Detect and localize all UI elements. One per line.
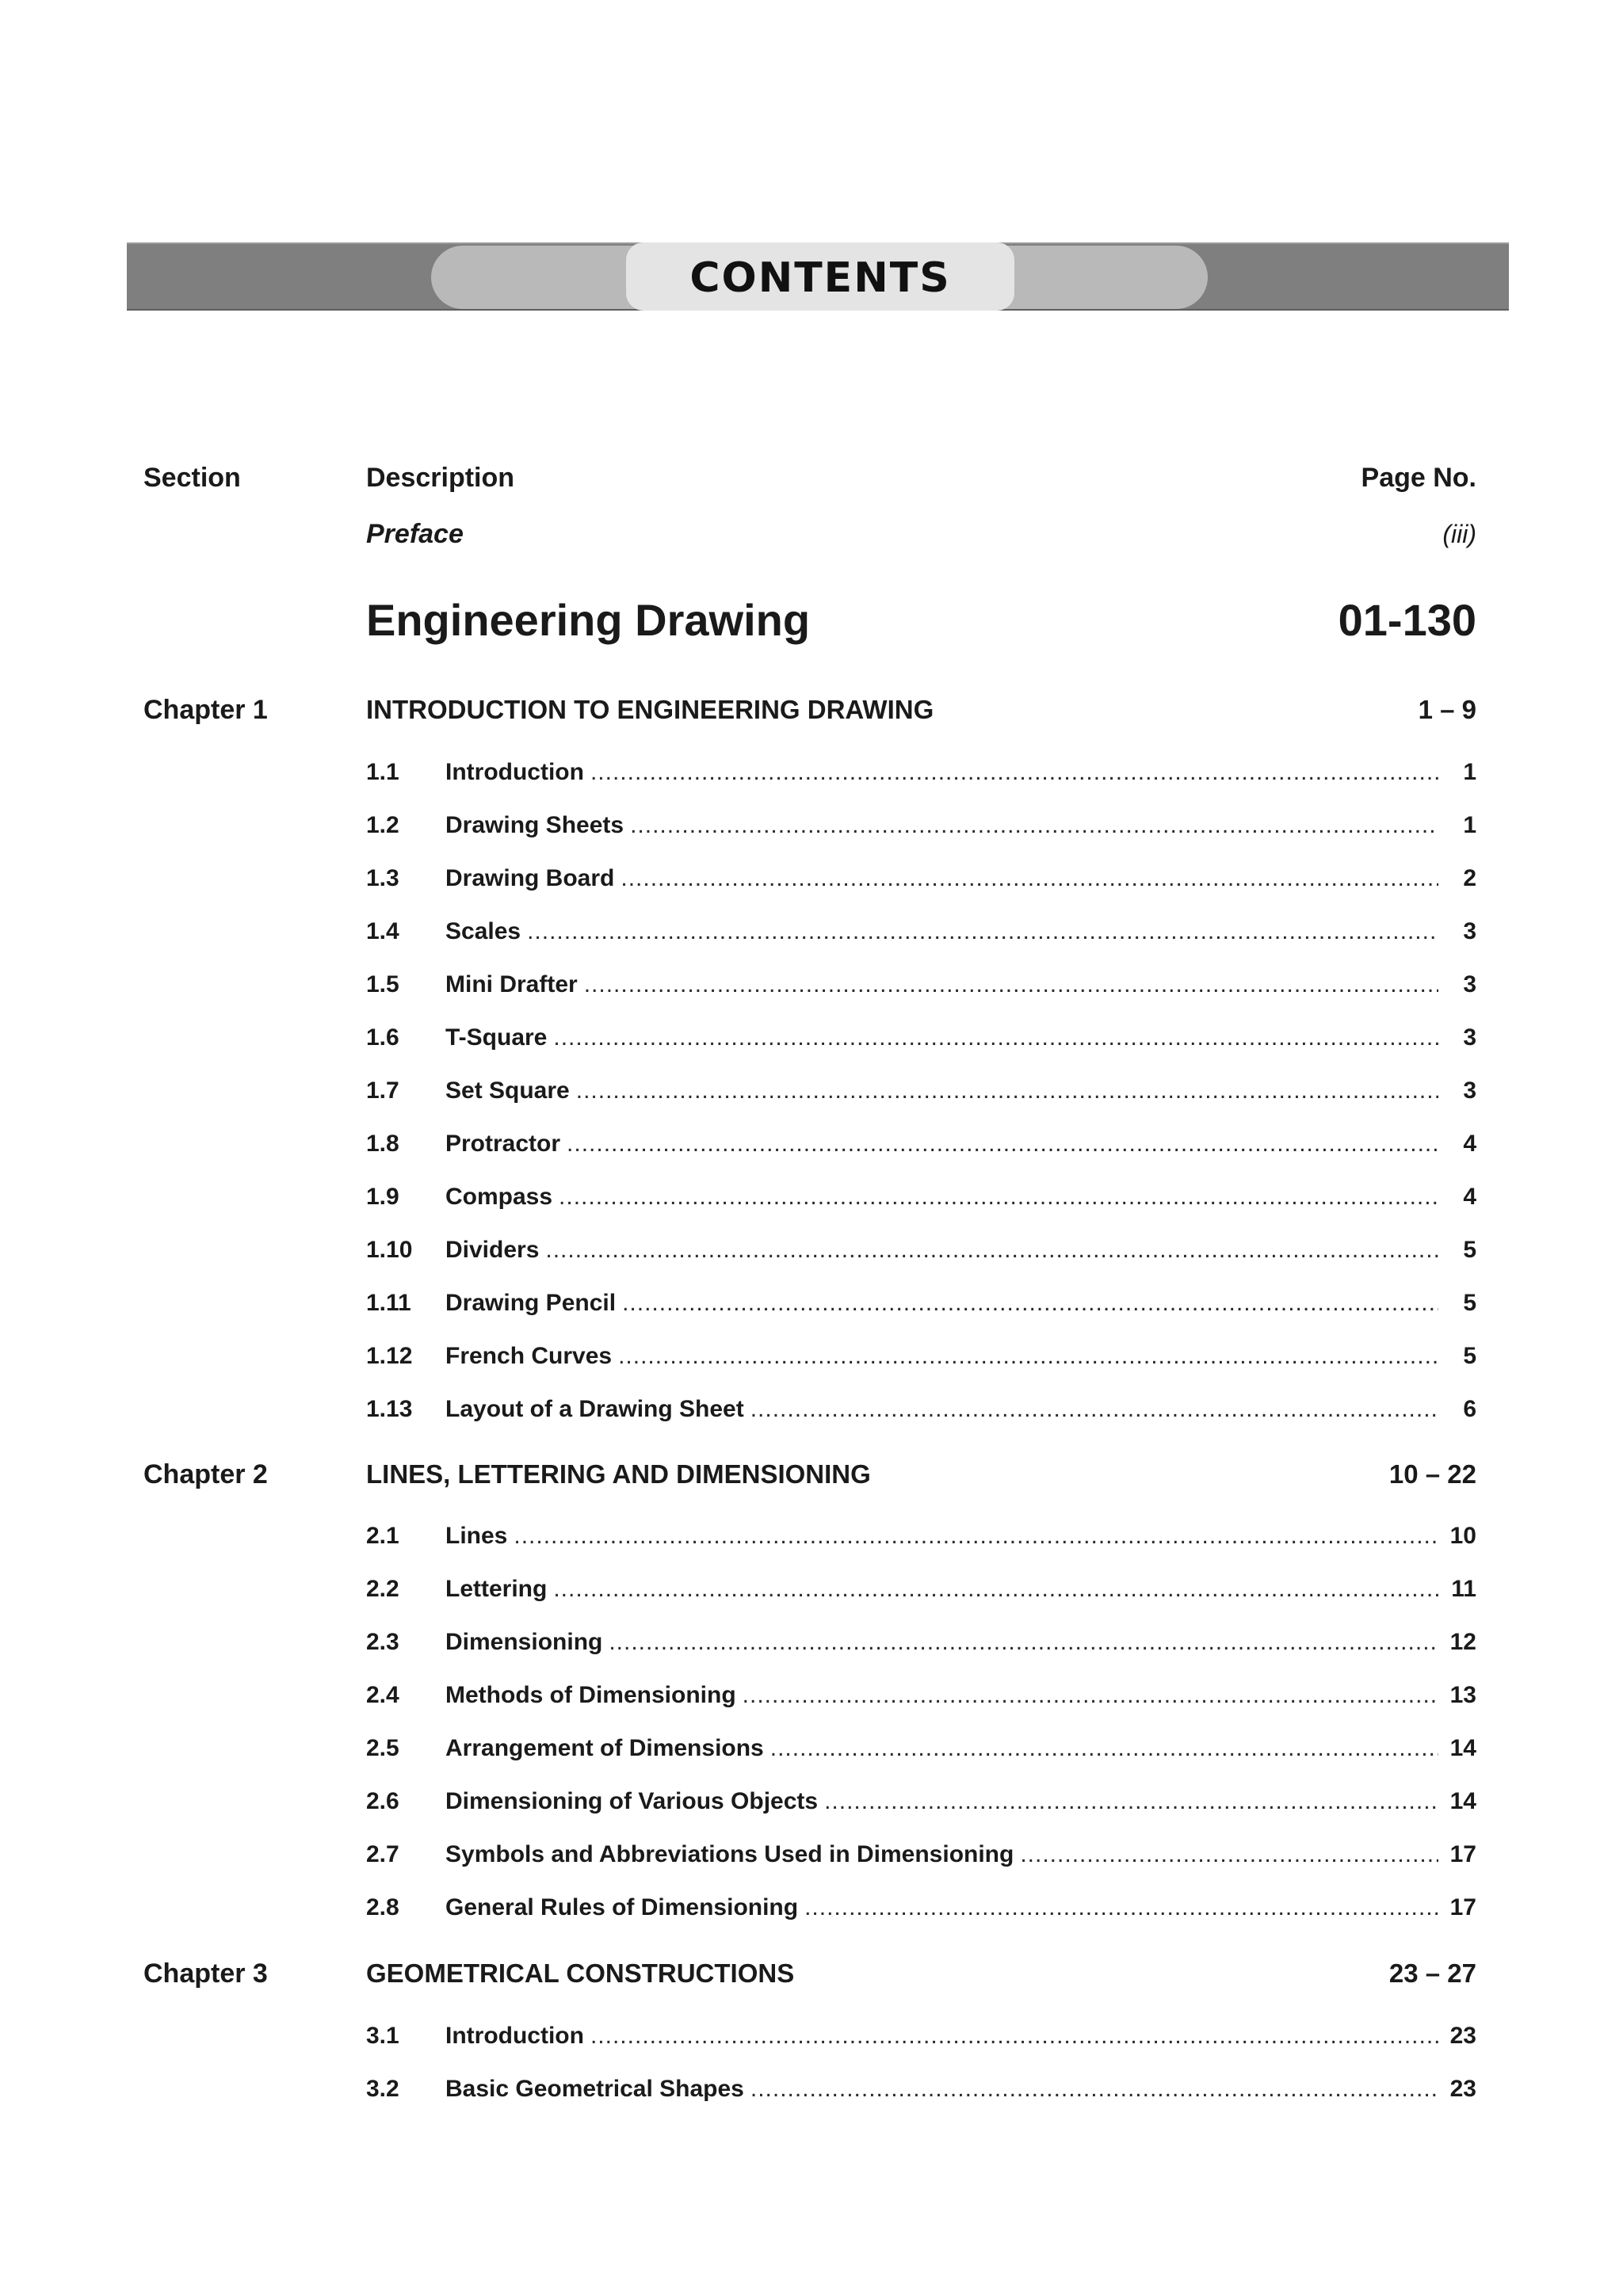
entry-number: 1.11 [366, 1290, 411, 1316]
dot-leader [567, 1131, 1438, 1158]
chapter-title: GEOMETRICAL CONSTRUCTIONS [366, 1958, 795, 1988]
toc-entry[interactable] [366, 2076, 1476, 2107]
entry-number: 1.13 [366, 1396, 413, 1422]
toc-entry[interactable] [366, 1343, 1476, 1375]
chapter-pages: 23 – 27 [1388, 1958, 1476, 1988]
part-title: Engineering Drawing [366, 595, 811, 645]
toc-entry[interactable] [366, 918, 1476, 950]
toc-entry[interactable] [366, 1077, 1476, 1109]
header-page-no: Page No. [1361, 463, 1476, 493]
entry-page: 4 [1463, 1184, 1476, 1210]
preface-title: Preface [366, 519, 464, 549]
entry-number: 1.7 [366, 1077, 399, 1104]
entry-page: 14 [1449, 1788, 1476, 1814]
entry-number: 1.6 [366, 1024, 399, 1051]
entry-title: Drawing Pencil [445, 1290, 617, 1316]
entry-number: 1.9 [366, 1184, 399, 1210]
toc-entry[interactable] [366, 812, 1476, 844]
entry-title: T-Square [445, 1024, 548, 1051]
entry-number: 2.7 [366, 1841, 399, 1867]
dot-leader [630, 812, 1438, 839]
entry-number: 2.5 [366, 1735, 399, 1761]
entry-number: 1.4 [366, 918, 399, 944]
dot-leader [750, 2076, 1438, 2103]
dot-leader [609, 1629, 1438, 1656]
entry-page: 13 [1449, 1682, 1476, 1708]
entry-number: 1.12 [366, 1343, 413, 1369]
toc-entry[interactable] [366, 1131, 1476, 1162]
entry-page: 10 [1449, 1523, 1476, 1549]
entry-title: French Curves [445, 1343, 613, 1369]
dot-leader [584, 971, 1438, 998]
entry-number: 2.6 [366, 1788, 399, 1814]
dot-leader [622, 1290, 1438, 1317]
entry-number: 2.3 [366, 1629, 399, 1655]
entry-page: 23 [1449, 2023, 1476, 2049]
entry-title: Mini Drafter [445, 971, 578, 997]
contents-title: CONTENTS [689, 254, 951, 302]
dot-leader [618, 1343, 1438, 1370]
entry-title: Drawing Board [445, 865, 615, 891]
toc-entry[interactable] [366, 1682, 1476, 1714]
entry-page: 6 [1463, 1396, 1476, 1422]
entry-page: 12 [1449, 1629, 1476, 1655]
toc-entry[interactable] [366, 1184, 1476, 1215]
dot-leader [576, 1077, 1438, 1104]
entry-page: 5 [1463, 1343, 1476, 1369]
dot-leader [590, 2023, 1438, 2050]
dot-leader [621, 865, 1438, 892]
chapter-pages: 10 – 22 [1388, 1459, 1476, 1489]
toc-entry[interactable] [366, 865, 1476, 897]
toc-entry[interactable] [366, 759, 1476, 791]
entry-number: 1.1 [366, 759, 399, 785]
toc-entry[interactable] [366, 1629, 1476, 1661]
chapter-label: Chapter 3 [143, 1958, 268, 1989]
dot-leader [553, 1024, 1438, 1051]
dot-leader [527, 918, 1438, 945]
toc-entry[interactable] [366, 2023, 1476, 2054]
entry-title: Protractor [445, 1131, 561, 1157]
part-pages: 01-130 [1338, 595, 1476, 645]
entry-page: 3 [1463, 918, 1476, 944]
entry-page: 1 [1463, 759, 1476, 785]
entry-title: Symbols and Abbreviations Used in Dimensioning [445, 1841, 1014, 1867]
entry-number: 1.2 [366, 812, 399, 838]
entry-page: 5 [1463, 1237, 1476, 1263]
toc-entry[interactable] [366, 1396, 1476, 1428]
dot-leader [514, 1523, 1438, 1550]
entry-title: Scales [445, 918, 521, 944]
entry-page: 11 [1451, 1576, 1476, 1602]
dot-leader [559, 1184, 1438, 1211]
toc-entry[interactable] [366, 971, 1476, 1003]
entry-page: 2 [1463, 865, 1476, 891]
dot-leader [804, 1894, 1438, 1921]
dot-leader [770, 1735, 1438, 1762]
entry-title: Lettering [445, 1576, 548, 1602]
dot-leader [1020, 1841, 1438, 1868]
entry-page: 3 [1463, 1077, 1476, 1104]
entry-number: 2.1 [366, 1523, 399, 1549]
toc-entry[interactable] [366, 1576, 1476, 1608]
entry-title: Methods of Dimensioning [445, 1682, 736, 1708]
chapter-title: LINES, LETTERING AND DIMENSIONING [366, 1459, 871, 1489]
dot-leader [590, 759, 1438, 786]
entry-title: Set Square [445, 1077, 570, 1104]
entry-title: Dimensioning [445, 1629, 603, 1655]
dot-leader [743, 1682, 1438, 1709]
toc-entry[interactable] [366, 1841, 1476, 1873]
entry-page: 3 [1463, 971, 1476, 997]
entry-title: Dimensioning of Various Objects [445, 1788, 819, 1814]
entry-page: 17 [1449, 1894, 1476, 1920]
dot-leader [824, 1788, 1438, 1815]
entry-number: 3.1 [366, 2023, 399, 2049]
entry-page: 3 [1463, 1024, 1476, 1051]
entry-number: 1.10 [366, 1237, 413, 1263]
entry-title: Dividers [445, 1237, 540, 1263]
entry-page: 4 [1463, 1131, 1476, 1157]
entry-number: 2.4 [366, 1682, 399, 1708]
entry-number: 2.8 [366, 1894, 399, 1920]
header-section: Section [143, 463, 241, 493]
entry-title: Drawing Sheets [445, 812, 624, 838]
entry-page: 5 [1463, 1290, 1476, 1316]
entry-title: Basic Geometrical Shapes [445, 2076, 744, 2102]
entry-number: 1.3 [366, 865, 399, 891]
header-description: Description [366, 463, 515, 493]
chapter-label: Chapter 1 [143, 695, 268, 725]
toc-entry[interactable] [366, 1894, 1476, 1926]
dot-leader [553, 1576, 1438, 1603]
dot-leader [545, 1237, 1438, 1264]
entry-page: 17 [1449, 1841, 1476, 1867]
entry-title: Compass [445, 1184, 553, 1210]
toc-entry[interactable] [366, 1237, 1476, 1268]
chapter-pages: 1 – 9 [1418, 695, 1476, 724]
toc-entry[interactable] [366, 1735, 1476, 1767]
preface-page: (iii) [1442, 520, 1476, 548]
entry-title: Layout of a Drawing Sheet [445, 1396, 744, 1422]
entry-title: Introduction [445, 759, 584, 785]
entry-title: Lines [445, 1523, 508, 1549]
dot-leader [750, 1396, 1438, 1423]
toc-entry[interactable] [366, 1523, 1476, 1554]
toc-entry[interactable] [366, 1788, 1476, 1820]
entry-number: 2.2 [366, 1576, 399, 1602]
entry-number: 1.8 [366, 1131, 399, 1157]
entry-title: General Rules of Dimensioning [445, 1894, 799, 1920]
entry-page: 14 [1449, 1735, 1476, 1761]
toc-entry[interactable] [366, 1024, 1476, 1056]
entry-title: Introduction [445, 2023, 584, 2049]
entry-number: 1.5 [366, 971, 399, 997]
chapter-title: INTRODUCTION TO ENGINEERING DRAWING [366, 695, 934, 724]
entry-title: Arrangement of Dimensions [445, 1735, 764, 1761]
entry-number: 3.2 [366, 2076, 399, 2102]
toc-entry[interactable] [366, 1290, 1476, 1322]
entry-page: 23 [1449, 2076, 1476, 2102]
entry-page: 1 [1463, 812, 1476, 838]
chapter-label: Chapter 2 [143, 1459, 268, 1489]
